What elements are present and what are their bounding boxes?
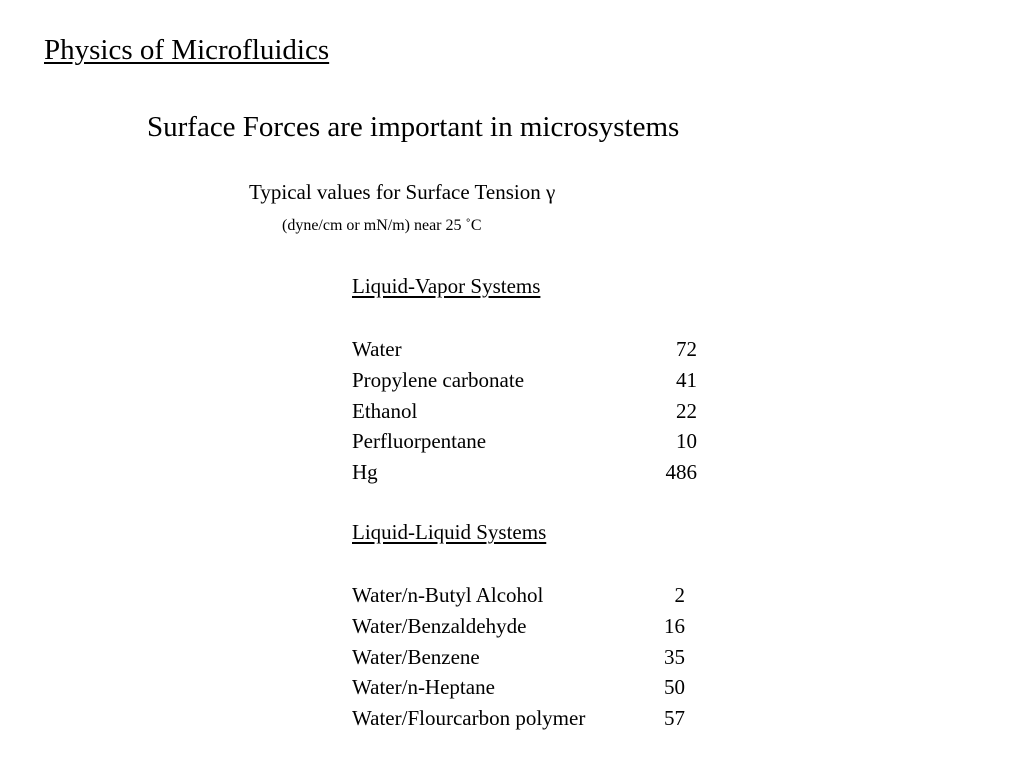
liquid-name: Perfluorpentane bbox=[352, 429, 487, 454]
system-name: Water/n-Heptane bbox=[352, 675, 495, 700]
slide-title: Physics of Microfluidics bbox=[44, 34, 330, 66]
surface-tension-caption: Typical values for Surface Tension γ bbox=[249, 180, 556, 204]
liquid-vapor-heading: Liquid-Vapor Systems bbox=[352, 274, 541, 298]
surface-tension-value: 57 bbox=[664, 706, 685, 730]
liquid-name: Ethanol bbox=[352, 398, 418, 423]
surface-tension-value: 10 bbox=[676, 429, 697, 454]
surface-tension-value: 35 bbox=[664, 644, 685, 669]
surface-tension-value: 486 bbox=[665, 460, 697, 484]
system-name: Water/n-Butyl Alcohol bbox=[352, 583, 544, 607]
system-name: Water/Benzene bbox=[352, 644, 480, 669]
surface-tension-value: 50 bbox=[664, 675, 685, 700]
surface-tension-value: 41 bbox=[676, 367, 697, 392]
surface-tension-value: 22 bbox=[676, 398, 697, 423]
liquid-name: Hg bbox=[352, 460, 378, 484]
liquid-liquid-heading: Liquid-Liquid Systems bbox=[352, 520, 547, 544]
surface-tension-value: 16 bbox=[664, 613, 685, 638]
liquid-name: Propylene carbonate bbox=[352, 367, 525, 392]
liquid-name: Water bbox=[352, 337, 402, 361]
surface-tension-value: 2 bbox=[674, 583, 685, 607]
slide-subtitle: Surface Forces are important in microsystems bbox=[147, 111, 680, 143]
surface-tension-value: 72 bbox=[676, 337, 697, 361]
system-name: Water/Benzaldehyde bbox=[352, 613, 527, 638]
units-caption: (dyne/cm or mN/m) near 25 ˚C bbox=[282, 217, 482, 234]
system-name: Water/Flourcarbon polymer bbox=[352, 706, 586, 730]
